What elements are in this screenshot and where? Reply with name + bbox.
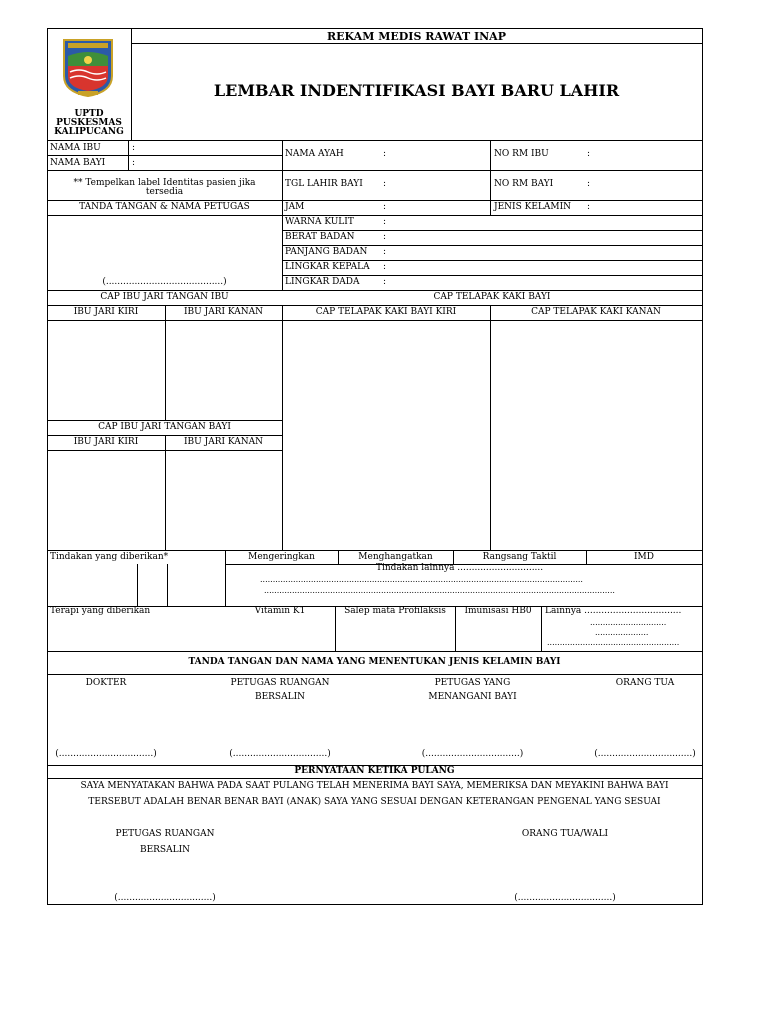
label-orang-tua-wali: ORANG TUA/WALI: [521, 829, 609, 839]
dokter-signature-blank[interactable]: (.................................): [55, 749, 157, 759]
field-jam[interactable]: :: [383, 202, 387, 212]
field-lingkar-dada[interactable]: :: [383, 277, 387, 287]
field-nama-ibu[interactable]: :: [132, 143, 136, 153]
gender-signature-title: TANDA TANGAN DAN NAMA YANG MENENTUKAN JENIS KELAMIN BAYI: [188, 657, 561, 667]
baby-left-foot-box[interactable]: [283, 321, 489, 549]
label-tindakan: Tindakan yang diberikan*: [50, 552, 169, 562]
option-salep-mata[interactable]: Salep mata Profilaksis: [344, 606, 446, 616]
label-dokter: DOKTER: [85, 678, 127, 688]
regency-logo-icon: [62, 36, 114, 98]
label-discharge-petugas-ruangan: PETUGAS RUANGAN: [115, 829, 215, 839]
label-left-foot: CAP TELAPAK KAKI BAYI KIRI: [315, 307, 457, 317]
label-petugas-yang: PETUGAS YANG: [434, 678, 511, 688]
option-mengeringkan[interactable]: Mengeringkan: [248, 552, 315, 562]
discharge-wali-signature-blank[interactable]: (.................................): [514, 893, 616, 903]
label-note-line1: ** Tempelkan label Identitas pasien jika: [73, 178, 256, 188]
label-mother-right-thumb: IBU JARI KANAN: [183, 307, 264, 317]
label-petugas-ruangan: PETUGAS RUANGAN: [230, 678, 330, 688]
field-no-rm-ibu[interactable]: :: [587, 149, 591, 159]
officer-signature-blank[interactable]: (.........................................): [102, 277, 227, 287]
option-menghangatkan[interactable]: Menghangatkan: [358, 552, 433, 562]
label-no-rm-bayi: NO RM BAYI: [494, 179, 554, 189]
petugas-ruangan-signature-blank[interactable]: (.................................): [229, 749, 331, 759]
label-nama-ibu: NAMA IBU: [50, 143, 101, 153]
label-tgl-lahir-bayi: TGL LAHIR BAYI: [285, 179, 363, 189]
discharge-statement-line1: SAYA MENYATAKAN BAHWA PADA SAAT PULANG TELAH MENERIMA BAYI SAYA, MEMERIKSA DAN MEYAKINI BAHWA BAYI: [80, 781, 669, 791]
terapi-dots-line2[interactable]: .....................: [595, 628, 649, 637]
label-no-rm-ibu: NO RM IBU: [494, 149, 549, 159]
option-imunisasi-hb0[interactable]: Imunisasi HB0: [464, 606, 532, 616]
label-mother-left-thumb: IBU JARI KIRI: [73, 307, 139, 317]
field-lingkar-kepala[interactable]: :: [383, 262, 387, 272]
clinic-name-line3: KALIPUCANG: [54, 127, 124, 137]
label-note-line2: tersedia: [145, 187, 184, 197]
option-terapi-lainnya[interactable]: Lainnya ..................................: [545, 606, 682, 616]
field-jenis-kelamin[interactable]: :: [587, 202, 591, 212]
orang-tua-signature-blank[interactable]: (.................................): [594, 749, 696, 759]
terapi-dots-line3[interactable]: ....................................................: [547, 638, 680, 647]
field-tgl-lahir-bayi[interactable]: :: [383, 179, 387, 189]
discharge-petugas-signature-blank[interactable]: (.................................): [114, 893, 216, 903]
option-imd[interactable]: IMD: [634, 552, 654, 562]
tindakan-dots-line2[interactable]: ..........................................................................................................................................: [264, 586, 615, 595]
label-jenis-kelamin: JENIS KELAMIN: [494, 202, 572, 212]
form-main-title: LEMBAR INDENTIFIKASI BAYI BARU LAHIR: [213, 81, 620, 100]
clinic-name-line1: UPTD: [74, 109, 104, 119]
field-berat-badan[interactable]: :: [383, 232, 387, 242]
label-lingkar-kepala: LINGKAR KEPALA: [285, 262, 370, 272]
label-nama-ayah: NAMA AYAH: [285, 149, 344, 159]
label-nama-bayi: NAMA BAYI: [50, 158, 106, 168]
label-baby-left-thumb: IBU JARI KIRI: [73, 437, 139, 447]
label-baby-right-thumb: IBU JARI KANAN: [183, 437, 264, 447]
petugas-bayi-signature-blank[interactable]: (.................................): [421, 749, 524, 759]
baby-left-thumb-box[interactable]: [48, 451, 164, 549]
form-top-title: REKAM MEDIS RAWAT INAP: [327, 30, 506, 43]
section-baby-thumb: CAP IBU JARI TANGAN BAYI: [98, 422, 231, 432]
label-tindakan-lainnya[interactable]: Tindakan lainnya ..............................: [376, 563, 544, 573]
option-rangsang-taktil[interactable]: Rangsang Taktil: [482, 552, 557, 562]
baby-right-foot-box[interactable]: [491, 321, 701, 549]
label-berat-badan: BERAT BADAN: [285, 232, 355, 242]
label-lingkar-dada: LINGKAR DADA: [285, 277, 360, 287]
field-warna-kulit[interactable]: :: [383, 217, 387, 227]
label-right-foot: CAP TELAPAK KAKI KANAN: [531, 307, 661, 317]
label-orang-tua: ORANG TUA: [615, 678, 675, 688]
field-nama-bayi[interactable]: :: [132, 158, 136, 168]
label-jam: JAM: [285, 202, 305, 212]
label-discharge-bersalin: BERSALIN: [139, 845, 191, 855]
field-no-rm-bayi[interactable]: :: [587, 179, 591, 189]
field-nama-ayah[interactable]: :: [383, 149, 387, 159]
label-bersalin: BERSALIN: [254, 692, 306, 702]
mother-left-thumb-box[interactable]: [48, 321, 164, 419]
terapi-dots-line1[interactable]: ..............................: [590, 618, 667, 627]
baby-right-thumb-box[interactable]: [166, 451, 281, 549]
section-baby-foot: CAP TELAPAK KAKI BAYI: [433, 292, 551, 302]
discharge-title: PERNYATAAN KETIKA PULANG: [294, 766, 455, 776]
field-panjang-badan[interactable]: :: [383, 247, 387, 257]
mother-right-thumb-box[interactable]: [166, 321, 281, 419]
discharge-statement-line2: TERSEBUT ADALAH BENAR BENAR BAYI (ANAK) SAYA YANG SESUAI DENGAN KETERANGAN PENGENAL YANG SESUAI: [88, 797, 661, 807]
label-officer-signature: TANDA TANGAN & NAMA PETUGAS: [79, 202, 250, 212]
label-menangani-bayi: MENANGANI BAYI: [428, 692, 517, 702]
label-terapi: Terapi yang diberikan: [50, 606, 151, 616]
tindakan-dots-line1[interactable]: ...............................................................................................................................: [260, 575, 583, 584]
label-panjang-badan: PANJANG BADAN: [285, 247, 368, 257]
clinic-name-line2: PUSKESMAS: [56, 118, 122, 128]
option-vitamin-k1[interactable]: Vitamin K1: [254, 606, 306, 616]
label-warna-kulit: WARNA KULIT: [285, 217, 354, 227]
section-mother-thumb: CAP IBU JARI TANGAN IBU: [100, 292, 229, 302]
